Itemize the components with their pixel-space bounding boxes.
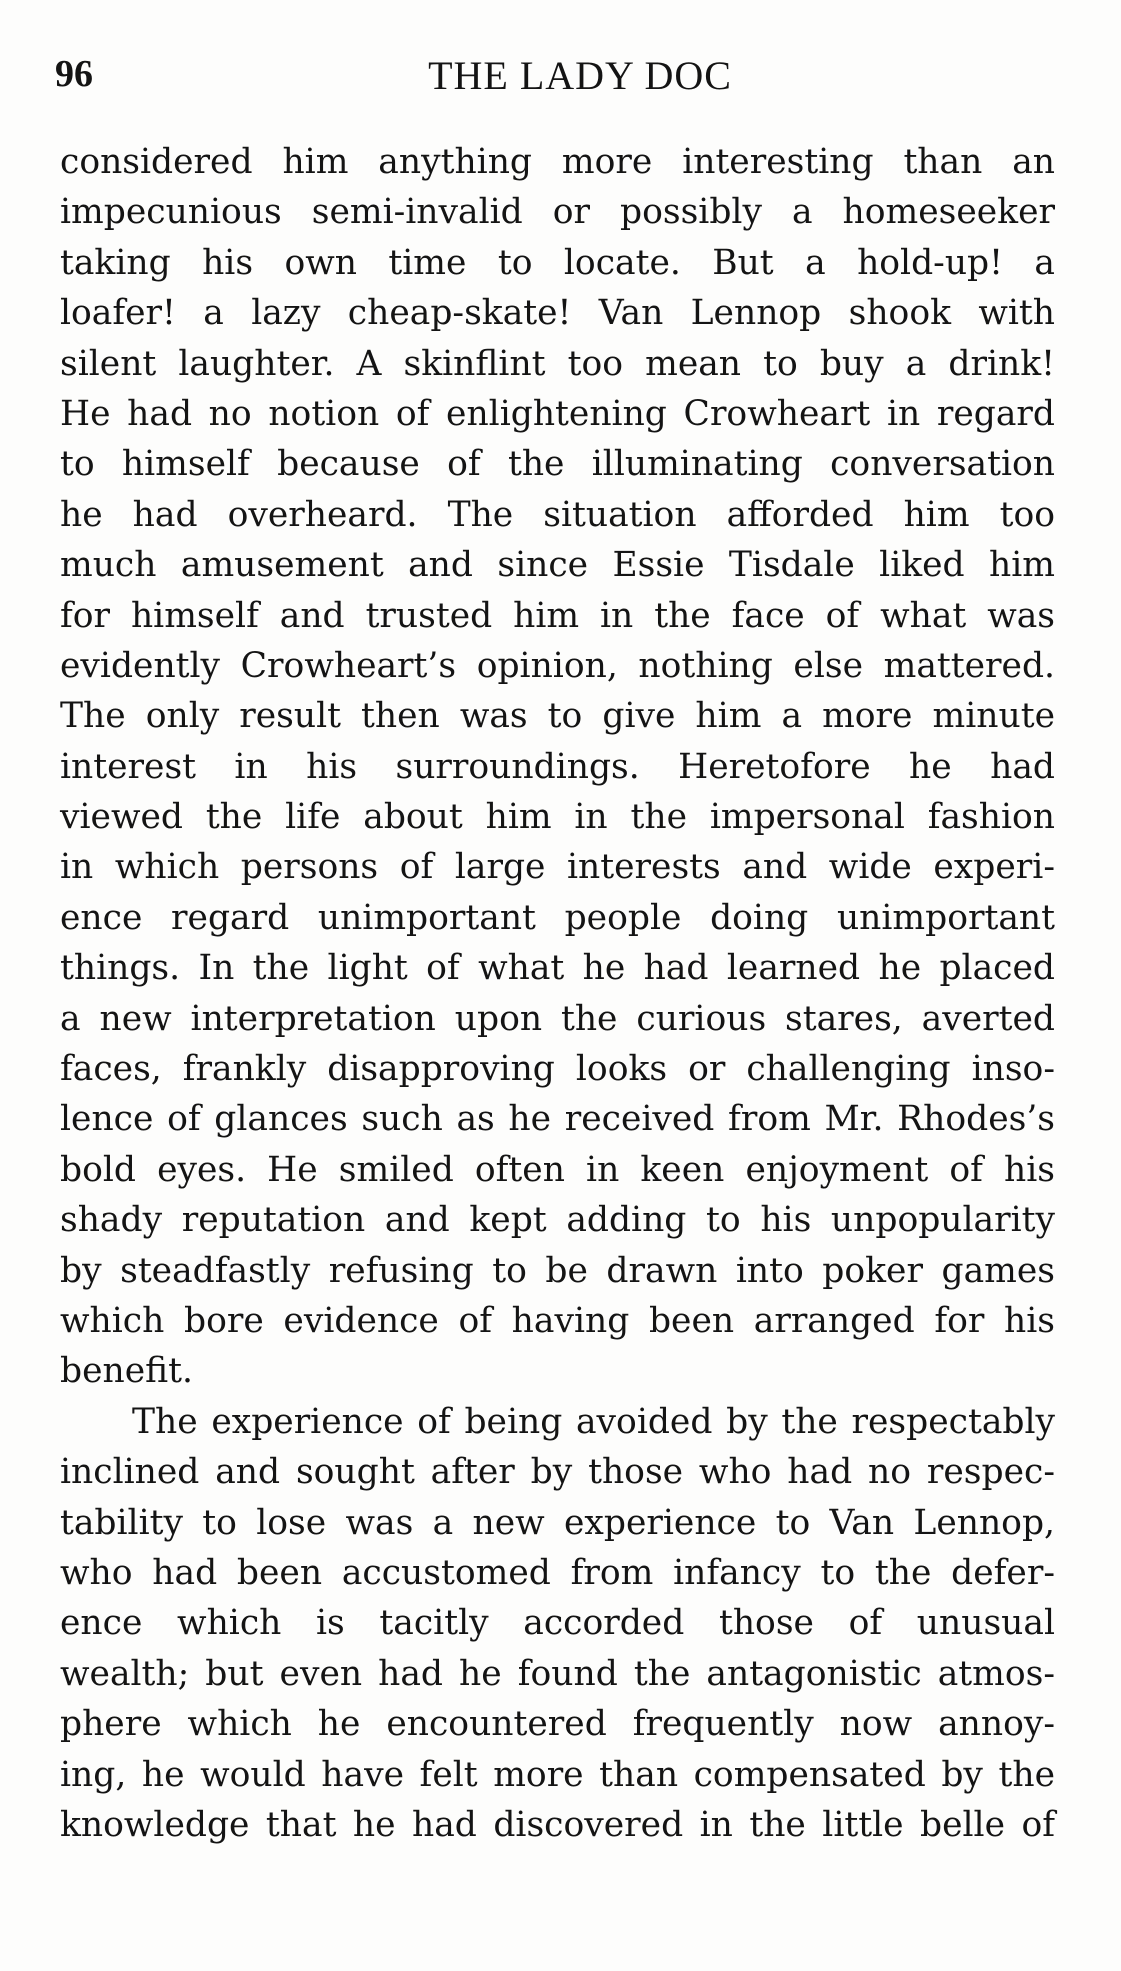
text-line: things. In the light of what he had learned he placed xyxy=(60,948,1055,989)
text-line: wealth; but even had he found the antagonistic atmos- xyxy=(60,1653,1055,1694)
text-line: phere which he encountered frequently now annoy- xyxy=(60,1704,1055,1745)
body-text xyxy=(60,137,1055,1850)
text-line: shady reputation and kept adding to his unpopularity xyxy=(60,1200,1055,1241)
text-line: inclined and sought after by those who had no respec- xyxy=(60,1452,1055,1493)
text-line: benefit. xyxy=(60,1351,193,1392)
text-line: by steadfastly refusing to be drawn into poker games xyxy=(60,1250,1055,1291)
text-line: who had been accustomed from infancy to the defer- xyxy=(60,1552,1055,1593)
running-head-title: THE LADY DOC xyxy=(428,53,732,98)
text-line: viewed the life about him in the impersonal fashion xyxy=(60,797,1055,838)
text-line: The experience of being avoided by the respectably xyxy=(132,1401,1055,1442)
text-line: a new interpretation upon the curious stares, averted xyxy=(60,998,1055,1039)
text-line: ence regard unimportant people doing unimportant xyxy=(60,897,1055,938)
text-line: ence which is tacitly accorded those of unusual xyxy=(60,1603,1055,1644)
text-line: silent laughter. A skinflint too mean to buy a drink! xyxy=(60,343,1055,384)
text-line: considered him anything more interesting than an xyxy=(60,142,1055,182)
text-line: faces, frankly disapproving looks or challenging inso- xyxy=(60,1049,1055,1090)
paragraph-1 xyxy=(60,137,1055,1397)
text-line: lence of glances such as he received from Mr. Rhodes’s xyxy=(60,1099,1055,1140)
text-line: he had overheard. The situation afforded him too xyxy=(60,494,1055,535)
running-head xyxy=(55,52,1065,99)
text-line: impecunious semi-invalid or possibly a homeseeker xyxy=(60,192,1055,233)
text-line: tability to lose was a new experience to Van Lennop, xyxy=(60,1502,1055,1543)
text-line: for himself and trusted him in the face of what was xyxy=(60,595,1055,636)
text-line: taking his own time to locate. But a hold-up! a xyxy=(60,242,1055,283)
text-line: to himself because of the illuminating conversation xyxy=(60,444,1055,485)
text-line: He had no notion of enlightening Crowheart in regard xyxy=(60,393,1055,434)
text-line: in which persons of large interests and wide experi- xyxy=(60,847,1055,888)
text-line: evidently Crowheart’s opinion, nothing else mattered. xyxy=(60,645,1055,686)
paragraph-2 xyxy=(60,1397,1055,1851)
page-header xyxy=(55,52,1065,102)
text-line: which bore evidence of having been arranged for his xyxy=(60,1300,1055,1341)
text-line: much amusement and since Essie Tisdale liked him xyxy=(60,545,1055,586)
text-line: loafer! a lazy cheap-skate! Van Lennop shook with xyxy=(60,293,1055,334)
text-line: knowledge that he had discovered in the little belle of xyxy=(60,1804,1055,1845)
text-line: ing, he would have felt more than compensated by the xyxy=(60,1754,1055,1795)
page-number: 96 xyxy=(55,53,93,95)
text-line: The only result then was to give him a more minute xyxy=(60,696,1055,737)
text-line: interest in his surroundings. Heretofore he had xyxy=(60,746,1055,787)
text-line: bold eyes. He smiled often in keen enjoyment of his xyxy=(60,1149,1055,1190)
